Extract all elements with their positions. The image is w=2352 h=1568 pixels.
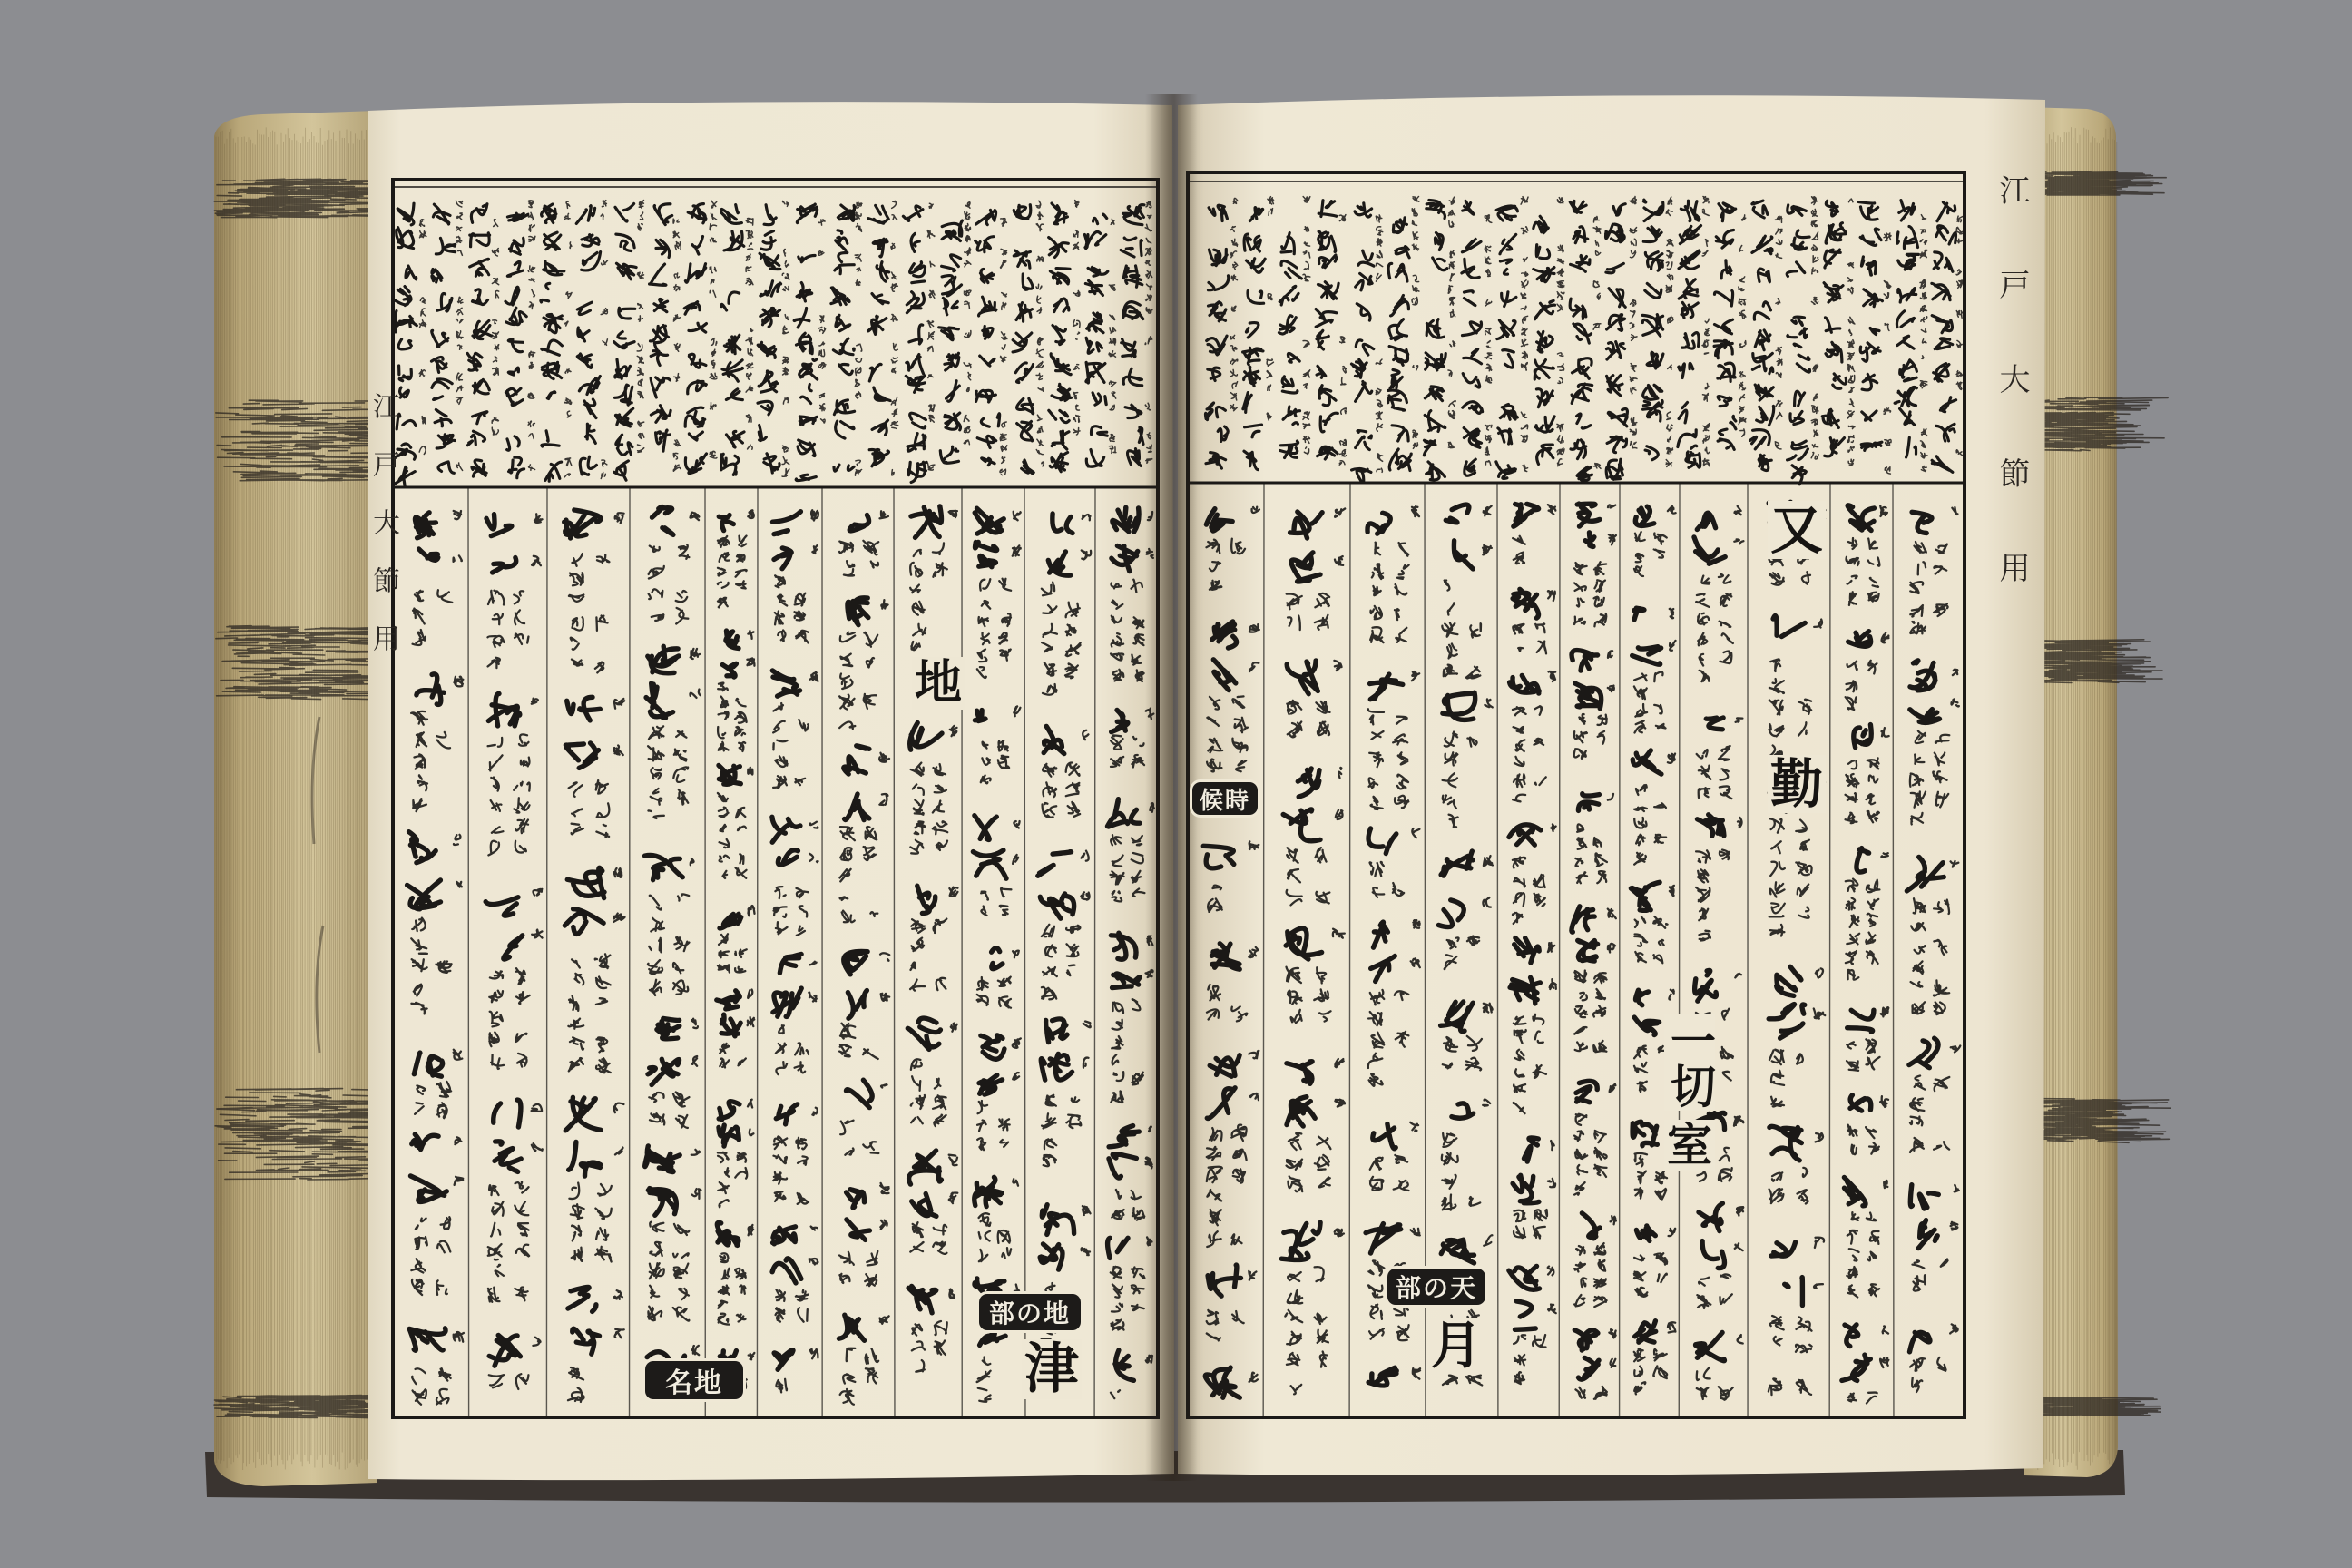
left-running-title: 江戸大節用 xyxy=(368,392,399,682)
right-running-title: 江戸大節用 xyxy=(1994,174,2030,646)
section-label-heaven: 部の天 xyxy=(1387,1269,1485,1305)
right-page xyxy=(1178,95,2045,1475)
section-label-earth: 部の地 xyxy=(979,1294,1081,1330)
headword-tsutomu: 勤 xyxy=(1768,755,1826,813)
left-page xyxy=(368,102,1174,1480)
section-label-seasons: 候時 xyxy=(1192,782,1258,815)
headword-issai: 一切 xyxy=(1664,1014,1715,1111)
right-page-edges xyxy=(2024,107,2171,1477)
headword-tsuki: 月 xyxy=(1428,1318,1485,1374)
headword-tsu: 津 xyxy=(1022,1339,1082,1399)
section-label-place-names: 名地 xyxy=(645,1361,743,1399)
headword-shitsu: 室 xyxy=(1664,1120,1715,1171)
headword-chi: 地 xyxy=(912,657,965,710)
gutter-shadow xyxy=(1145,94,1198,1481)
headword-mata: 又 xyxy=(1768,501,1826,559)
